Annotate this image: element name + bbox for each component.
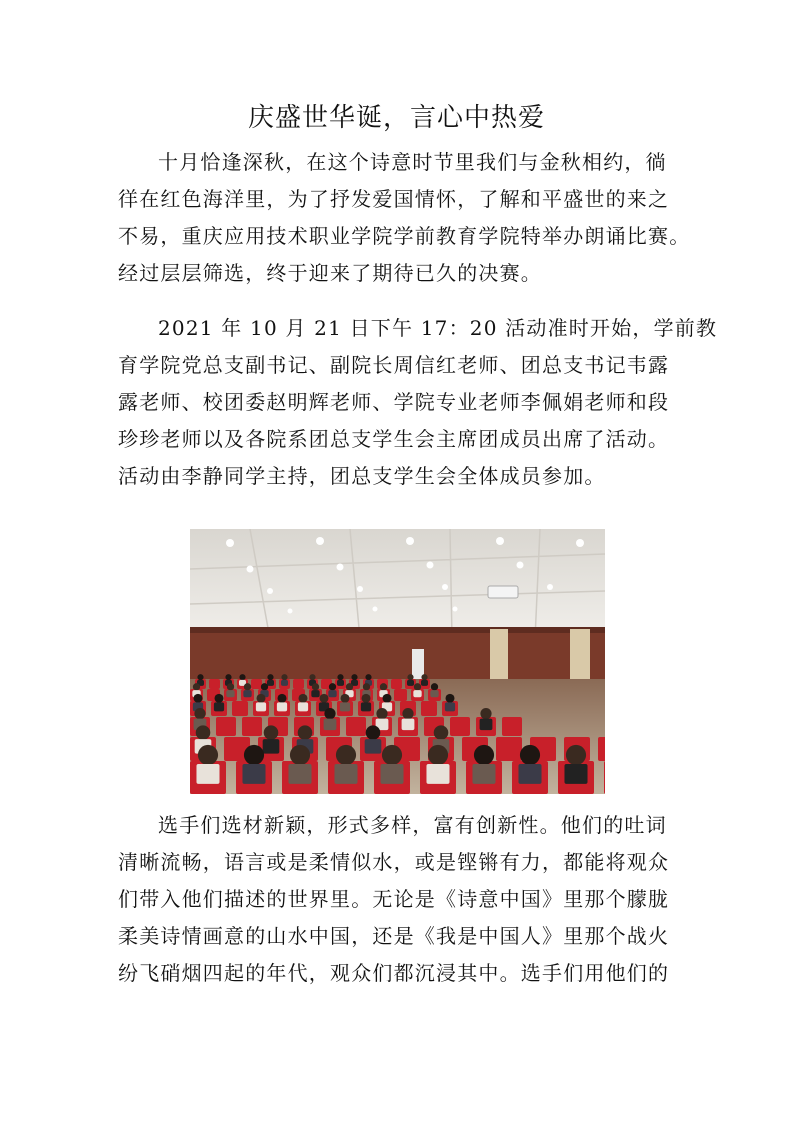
audience-head: [431, 683, 438, 690]
paragraph-line: 们带入他们描述的世界里。无论是《诗意中国》里那个朦胧: [118, 887, 670, 911]
audience-head: [264, 725, 279, 740]
audience-body: [256, 702, 266, 711]
audience-body: [242, 764, 265, 784]
paragraph-3: [118, 807, 693, 992]
auditorium-photo: [190, 529, 605, 794]
audience-head: [480, 708, 491, 719]
audience-head: [365, 674, 371, 680]
audience-head: [225, 674, 231, 680]
audience-head: [194, 694, 203, 703]
audience-body: [324, 719, 337, 730]
seat: [604, 761, 605, 794]
audience-head: [366, 725, 381, 740]
audience-body: [226, 690, 234, 697]
audience-head: [329, 683, 336, 690]
audience-head: [298, 725, 313, 740]
paragraph-line: 露老师、校团委赵明辉老师、学院专业老师李佩娟老师和段: [118, 390, 670, 414]
seat: [251, 679, 262, 689]
paragraph-line: 徉在红色海洋里，为了抒发爱国情怀，了解和平盛世的来之: [118, 187, 670, 211]
audience-head: [446, 694, 455, 703]
audience-body: [337, 680, 344, 686]
audience-body: [214, 702, 224, 711]
audience-head: [239, 674, 245, 680]
seat: [450, 717, 470, 736]
audience-body: [288, 764, 311, 784]
audience-body: [472, 764, 495, 784]
audience-head: [474, 745, 494, 765]
paragraph-line: 十月恰逢深秋，在这个诗意时节里我们与金秋相约，徜: [158, 150, 667, 174]
audience-head: [281, 674, 287, 680]
audience-head: [363, 683, 370, 690]
audience-body: [421, 680, 428, 686]
audience-body: [365, 739, 382, 753]
audience-head: [324, 708, 335, 719]
audience-head: [196, 725, 211, 740]
audience-head: [194, 708, 205, 719]
audience-body: [334, 764, 357, 784]
audience-head: [261, 683, 268, 690]
seat: [394, 689, 407, 701]
audience-body: [518, 764, 541, 784]
audience-head: [380, 683, 387, 690]
audience-head: [267, 674, 273, 680]
seat: [242, 717, 262, 736]
audience-body: [277, 702, 287, 711]
audience-body: [263, 739, 280, 753]
audience-head: [299, 694, 308, 703]
audience-body: [311, 690, 319, 697]
seat: [391, 679, 402, 689]
audience-body: [328, 690, 336, 697]
audience-body: [380, 764, 403, 784]
audience-head: [376, 708, 387, 719]
audience-body: [445, 702, 455, 711]
seat: [293, 679, 304, 689]
audience-head: [428, 745, 448, 765]
paragraph-line: 经过层层筛选，终于迎来了期待已久的决赛。: [118, 261, 542, 285]
seat: [496, 737, 522, 761]
audience-body: [196, 764, 219, 784]
audience-head: [414, 683, 421, 690]
audience-head: [278, 694, 287, 703]
paragraph-line: 柔美诗情画意的山水中国，还是《我是中国人》里那个战火: [118, 924, 670, 948]
audience-head: [434, 725, 449, 740]
audience-head: [197, 674, 203, 680]
audience-head: [382, 745, 402, 765]
paragraph-line: 清晰流畅，语言或是柔情似水，或是铿锵有力，都能将观众: [118, 850, 670, 874]
audience-head: [215, 694, 224, 703]
seat: [232, 701, 248, 716]
seat: [502, 717, 522, 736]
seat: [209, 679, 220, 689]
document-title: 庆盛世华诞，言心中热爱: [247, 103, 545, 133]
auditorium-illustration: [190, 529, 605, 794]
audience-body: [407, 680, 414, 686]
seat: [346, 717, 366, 736]
audience-head: [312, 683, 319, 690]
audience-head: [309, 674, 315, 680]
audience-head: [566, 745, 586, 765]
audience-head: [198, 745, 218, 765]
paragraph-line: 活动由李静同学主持，团总支学生会全体成员参加。: [118, 464, 606, 488]
paragraph-line: 2021 年 10 月 21 日下午 17：20 活动准时开始，学前教: [158, 316, 718, 340]
audience-head: [290, 745, 310, 765]
seat: [216, 717, 236, 736]
audience-body: [298, 702, 308, 711]
audience-head: [244, 745, 264, 765]
audience-head: [337, 674, 343, 680]
paragraph-1: [118, 144, 693, 292]
audience-head: [362, 694, 371, 703]
audience-head: [351, 674, 357, 680]
audience-body: [426, 764, 449, 784]
audience-body: [267, 680, 274, 686]
audience-body: [402, 719, 415, 730]
audience-head: [227, 683, 234, 690]
audience-body: [361, 702, 371, 711]
audience-body: [480, 719, 493, 730]
audience-head: [421, 674, 427, 680]
paragraph-2: [118, 310, 718, 495]
audience-head: [244, 683, 251, 690]
audience-head: [383, 694, 392, 703]
audience-head: [346, 683, 353, 690]
audience-head: [193, 683, 200, 690]
seat: [421, 701, 437, 716]
audience-body: [564, 764, 587, 784]
paragraph-line: 纷飞硝烟四起的年代，观众们都沉浸其中。选手们用他们的: [118, 961, 670, 985]
audience-head: [257, 694, 266, 703]
audience-head: [402, 708, 413, 719]
audience-head: [407, 674, 413, 680]
paragraph-line: 育学院党总支副书记、副院长周信红老师、团总支书记韦露: [118, 353, 670, 377]
audience-head: [520, 745, 540, 765]
audience-body: [281, 680, 288, 686]
audience-head: [320, 694, 329, 703]
audience-body: [340, 702, 350, 711]
audience-body: [243, 690, 251, 697]
audience-body: [430, 690, 438, 697]
audience-head: [336, 745, 356, 765]
paragraph-line: 不易，重庆应用技术职业学院学前教育学院特举办朗诵比赛。: [118, 224, 691, 248]
paragraph-line: 选手们选材新颖，形式多样，富有创新性。他们的吐词: [158, 813, 667, 837]
seat: [598, 737, 605, 761]
audience-body: [413, 690, 421, 697]
paragraph-line: 珍珍老师以及各院系团总支学生会主席团成员出席了活动。: [118, 427, 670, 451]
audience-head: [341, 694, 350, 703]
